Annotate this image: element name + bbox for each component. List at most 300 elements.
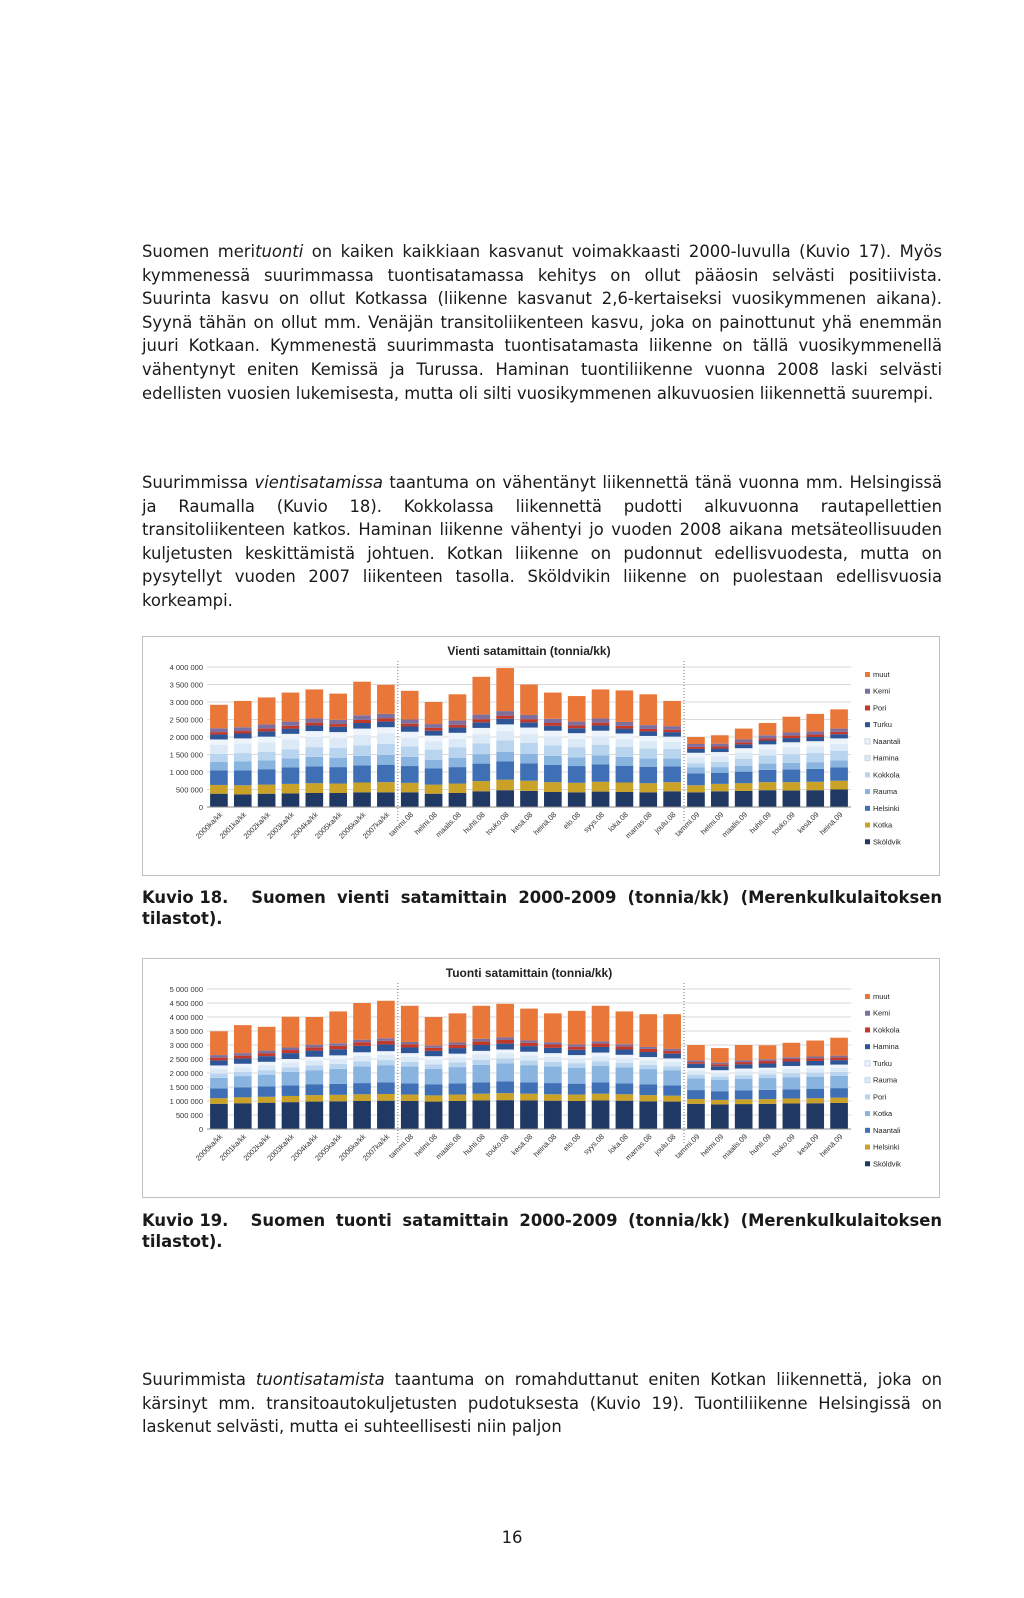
- bar-segment: [258, 1065, 276, 1070]
- bar-segment: [258, 1027, 276, 1051]
- bar-segment: [353, 720, 371, 723]
- bar-segment: [353, 729, 371, 735]
- bar-segment: [329, 738, 347, 748]
- bar-segment: [592, 1083, 610, 1094]
- legend-swatch: [865, 1011, 870, 1016]
- bar-segment: [639, 725, 657, 729]
- figure-18-caption: [142, 887, 942, 929]
- bar-segment: [830, 1098, 848, 1103]
- bar-segment: [401, 1101, 419, 1129]
- bar-segment: [496, 1058, 514, 1063]
- bar-segment: [234, 1087, 252, 1097]
- bar-segment: [592, 1047, 610, 1053]
- bar-segment: [282, 767, 300, 783]
- bar-segment: [616, 1063, 634, 1067]
- bar-segment: [830, 767, 848, 780]
- bar-segment: [306, 1017, 324, 1045]
- bar-segment: [520, 719, 538, 722]
- bar-segment: [568, 1050, 586, 1055]
- legend-label: Naantali: [873, 1125, 901, 1135]
- bar-segment: [806, 753, 824, 762]
- bar-segment: [210, 785, 228, 794]
- bar-segment: [472, 754, 490, 763]
- legend-label: muut: [873, 670, 890, 679]
- bar-segment: [258, 1062, 276, 1066]
- bar-segment: [282, 1017, 300, 1048]
- bar-segment: [282, 793, 300, 807]
- bar-segment: [830, 1068, 848, 1072]
- bar-segment: [568, 1011, 586, 1045]
- bar-segment: [306, 1095, 324, 1101]
- bar-segment: [496, 724, 514, 731]
- bar-segment: [735, 742, 753, 744]
- bar-segment: [258, 1103, 276, 1129]
- bar-segment: [306, 731, 324, 737]
- bar-segment: [783, 736, 801, 738]
- bar-segment: [687, 1090, 705, 1099]
- bar-segment: [806, 1065, 824, 1068]
- bar-segment: [806, 790, 824, 807]
- bar-segment: [306, 747, 324, 757]
- legend-swatch: [865, 806, 870, 811]
- legend-swatch: [865, 1061, 870, 1066]
- bar-segment: [616, 1101, 634, 1129]
- bar-segment: [830, 760, 848, 767]
- bar-segment: [401, 691, 419, 720]
- bar-segment: [234, 738, 252, 743]
- bar-segment: [687, 785, 705, 792]
- bar-segment: [663, 1014, 681, 1049]
- bar-segment: [520, 1041, 538, 1043]
- bar-segment: [472, 764, 490, 782]
- p2-italic-term: vientisatamissa: [254, 473, 383, 492]
- bar-segment: [210, 732, 228, 734]
- bar-segment: [830, 1076, 848, 1088]
- x-tick-label: helmi.08: [412, 810, 440, 837]
- bar-segment: [806, 769, 824, 782]
- bar-segment: [472, 781, 490, 791]
- bar-segment: [592, 755, 610, 764]
- bar-segment: [759, 1090, 777, 1099]
- bar-segment: [496, 1049, 514, 1053]
- bar-segment: [783, 732, 801, 735]
- bar-segment: [425, 702, 443, 724]
- x-tick-label: 2005ka/kk: [313, 810, 344, 841]
- bar-segment: [306, 725, 324, 731]
- bar-segment: [711, 746, 729, 748]
- chart-title: Vienti satamittain (tonnia/kk): [447, 644, 611, 658]
- p1-text-start: Suomen meri: [142, 242, 256, 261]
- export-chart-svg: [143, 637, 939, 875]
- bar-segment: [210, 1074, 228, 1078]
- bar-segment: [783, 763, 801, 770]
- bar-segment: [830, 732, 848, 734]
- bar-segment: [377, 1038, 395, 1041]
- bar-segment: [711, 735, 729, 743]
- bar-segment: [759, 790, 777, 807]
- bar-segment: [639, 1101, 657, 1129]
- bar-segment: [544, 719, 562, 723]
- bar-segment: [353, 1052, 371, 1056]
- x-tick-label: touko.08: [483, 810, 511, 837]
- bar-segment: [735, 1104, 753, 1129]
- bar-segment: [568, 1055, 586, 1058]
- bar-segment: [282, 739, 300, 749]
- bar-segment: [711, 1063, 729, 1065]
- bar-segment: [830, 1088, 848, 1098]
- legend-swatch: [865, 1111, 870, 1116]
- legend-swatch: [865, 672, 870, 677]
- bar-segment: [520, 1009, 538, 1041]
- x-tick-label: 2005ka/kk: [313, 1132, 344, 1163]
- bar-segment: [377, 718, 395, 721]
- bar-segment: [759, 735, 777, 738]
- bar-segment: [783, 1077, 801, 1089]
- bar-segment: [329, 1046, 347, 1049]
- x-tick-label: 2003ka/kk: [265, 810, 296, 841]
- x-tick-label: 2007ka/kk: [360, 1132, 392, 1163]
- bar-segment: [377, 1044, 395, 1051]
- bar-segment: [258, 1051, 276, 1054]
- bar-segment: [282, 758, 300, 767]
- bar-segment: [306, 689, 324, 718]
- bar-segment: [329, 1064, 347, 1069]
- bar-segment: [568, 1084, 586, 1095]
- bar-segment: [210, 770, 228, 785]
- bar-segment: [687, 1062, 705, 1064]
- bar-segment: [663, 782, 681, 791]
- bar-segment: [496, 1053, 514, 1058]
- bar-segment: [258, 724, 276, 728]
- bar-segment: [568, 792, 586, 807]
- bar-segment: [568, 739, 586, 747]
- bar-segment: [616, 783, 634, 792]
- bar-segment: [616, 729, 634, 734]
- bar-segment: [735, 1060, 753, 1062]
- bar-segment: [425, 1064, 443, 1068]
- bar-segment: [568, 766, 586, 783]
- bar-segment: [377, 792, 395, 807]
- bar-segment: [544, 1057, 562, 1062]
- bar-segment: [830, 1065, 848, 1068]
- x-tick-label: syys.08: [581, 810, 606, 835]
- x-tick-label: syys.08: [581, 1132, 606, 1157]
- bar-segment: [520, 715, 538, 719]
- bar-segment: [520, 1046, 538, 1052]
- bar-segment: [306, 1045, 324, 1048]
- bar-segment: [377, 685, 395, 714]
- bar-segment: [282, 729, 300, 734]
- bar-segment: [568, 783, 586, 792]
- bar-segment: [425, 736, 443, 742]
- bar-segment: [425, 785, 443, 794]
- bar-segment: [711, 1073, 729, 1077]
- bar-segment: [377, 1065, 395, 1082]
- bar-segment: [568, 747, 586, 757]
- y-tick-label: 3 000 000: [169, 698, 203, 707]
- figure-19-text: Suomen tuonti satamittain 2000-2009 (tonnia/kk) (Merenkulkulaitoksen tilastot).: [142, 1211, 942, 1251]
- bar-segment: [306, 783, 324, 793]
- bar-segment: [258, 794, 276, 807]
- y-tick-label: 5 000 000: [169, 985, 203, 994]
- bar-segment: [663, 742, 681, 749]
- legend-swatch: [865, 1145, 870, 1150]
- bar-segment: [687, 763, 705, 767]
- bar-segment: [687, 1078, 705, 1090]
- bar-segment: [639, 783, 657, 792]
- bar-segment: [735, 739, 753, 742]
- bar-segment: [496, 716, 514, 719]
- x-tick-label: kesä.08: [509, 810, 535, 835]
- bar-segment: [377, 744, 395, 755]
- bar-segment: [282, 726, 300, 729]
- bar-segment: [639, 1095, 657, 1101]
- bar-segment: [377, 727, 395, 733]
- bar-segment: [353, 1046, 371, 1052]
- x-tick-label: 2000ka/kk: [193, 1132, 225, 1163]
- bar-segment: [663, 1058, 681, 1061]
- x-tick-label: 2004ka/kk: [289, 1132, 320, 1163]
- bar-segment: [425, 760, 443, 769]
- bar-segment: [592, 1044, 610, 1047]
- bar-segment: [449, 721, 467, 725]
- legend-swatch: [865, 689, 870, 694]
- bar-segment: [759, 1078, 777, 1090]
- bar-segment: [735, 748, 753, 753]
- bar-segment: [544, 756, 562, 765]
- bar-segment: [306, 1060, 324, 1065]
- bar-segment: [425, 1084, 443, 1095]
- bar-segment: [806, 782, 824, 790]
- bar-segment: [711, 1064, 729, 1066]
- bar-segment: [639, 1047, 657, 1049]
- x-tick-label: huhti.08: [461, 810, 487, 836]
- p2-text-start: Suurimmissa: [142, 473, 255, 492]
- bar-segment: [353, 1042, 371, 1046]
- bar-segment: [783, 742, 801, 747]
- bar-segment: [520, 1060, 538, 1065]
- x-tick-label: maalis.08: [433, 1132, 463, 1162]
- bar-segment: [568, 1047, 586, 1050]
- bar-segment: [282, 1072, 300, 1085]
- paragraph-import: [142, 240, 942, 405]
- bar-segment: [496, 762, 514, 780]
- bar-segment: [401, 757, 419, 766]
- bar-segment: [544, 792, 562, 807]
- bar-segment: [472, 677, 490, 715]
- bar-segment: [711, 784, 729, 791]
- bar-segment: [806, 1089, 824, 1099]
- bar-segment: [568, 728, 586, 733]
- bar-segment: [353, 1101, 371, 1129]
- bar-segment: [544, 1101, 562, 1129]
- bar-segment: [663, 1054, 681, 1059]
- legend-label: Sköldvik: [873, 837, 901, 847]
- bar-segment: [806, 737, 824, 741]
- bar-segment: [711, 1104, 729, 1129]
- bar-segment: [783, 770, 801, 783]
- bar-segment: [592, 1061, 610, 1066]
- bar-segment: [735, 1071, 753, 1075]
- bar-segment: [544, 726, 562, 731]
- bar-segment: [592, 725, 610, 730]
- legend-label: Rauma: [873, 1075, 898, 1085]
- bar-segment: [377, 765, 395, 783]
- bar-segment: [663, 1062, 681, 1066]
- bar-segment: [401, 1067, 419, 1084]
- bar-segment: [282, 693, 300, 722]
- bar-segment: [329, 727, 347, 732]
- bar-segment: [639, 1057, 657, 1060]
- bar-segment: [806, 731, 824, 734]
- legend-swatch: [865, 839, 870, 844]
- bar-segment: [234, 794, 252, 807]
- bar-segment: [329, 767, 347, 783]
- bar-segment: [496, 790, 514, 807]
- bar-segment: [783, 1059, 801, 1062]
- bar-segment: [544, 782, 562, 792]
- bar-segment: [616, 1083, 634, 1094]
- bar-segment: [401, 720, 419, 724]
- bar-segment: [806, 1103, 824, 1129]
- bar-segment: [401, 724, 419, 727]
- bar-segment: [616, 690, 634, 722]
- bar-segment: [306, 793, 324, 807]
- bar-segment: [306, 723, 324, 726]
- bar-segment: [210, 1058, 228, 1061]
- y-tick-label: 4 000 000: [169, 663, 203, 672]
- bar-segment: [234, 1072, 252, 1076]
- bar-segment: [329, 1069, 347, 1084]
- bar-segment: [401, 1044, 419, 1047]
- x-tick-label: 2006ka/kk: [336, 1132, 368, 1163]
- bar-segment: [783, 1098, 801, 1103]
- bar-segment: [425, 724, 443, 728]
- bar-segment: [830, 751, 848, 760]
- bar-segment: [639, 736, 657, 741]
- y-tick-label: 2 000 000: [169, 733, 203, 742]
- legend-label: Kemi: [873, 1008, 891, 1018]
- bar-segment: [234, 1103, 252, 1129]
- bar-segment: [759, 1070, 777, 1074]
- bar-segment: [639, 1049, 657, 1052]
- bar-segment: [329, 1101, 347, 1129]
- x-tick-label: joulu.08: [652, 810, 678, 835]
- bar-segment: [687, 1104, 705, 1129]
- legend-swatch: [865, 994, 870, 999]
- bar-segment: [711, 752, 729, 756]
- bar-segment: [663, 1102, 681, 1129]
- legend-label: Hamina: [873, 1042, 899, 1052]
- bar-segment: [353, 756, 371, 765]
- bar-segment: [472, 1039, 490, 1042]
- bar-segment: [210, 1060, 228, 1065]
- bar-segment: [496, 1037, 514, 1040]
- bar-segment: [282, 1059, 300, 1063]
- y-tick-label: 4 500 000: [169, 999, 203, 1008]
- bar-segment: [639, 792, 657, 807]
- bar-segment: [449, 1062, 467, 1067]
- bar-segment: [401, 1042, 419, 1044]
- bar-segment: [830, 1060, 848, 1064]
- bar-segment: [401, 1095, 419, 1101]
- bar-segment: [306, 1084, 324, 1095]
- bar-segment: [377, 1051, 395, 1055]
- x-tick-label: kesä.09: [795, 810, 821, 835]
- bar-segment: [544, 737, 562, 746]
- bar-segment: [616, 734, 634, 740]
- bar-segment: [759, 749, 777, 755]
- bar-segment: [711, 756, 729, 762]
- bar-segment: [449, 1045, 467, 1048]
- legend-swatch: [865, 705, 870, 710]
- bar-segment: [568, 733, 586, 739]
- bar-segment: [616, 1046, 634, 1049]
- x-tick-label: loka.08: [606, 810, 630, 834]
- bar-segment: [639, 1069, 657, 1084]
- bar-segment: [616, 1094, 634, 1100]
- bar-segment: [329, 732, 347, 738]
- bar-segment: [806, 746, 824, 753]
- bar-segment: [639, 729, 657, 731]
- bar-segment: [520, 685, 538, 715]
- bar-segment: [663, 730, 681, 732]
- bar-segment: [616, 1049, 634, 1054]
- bar-segment: [759, 756, 777, 764]
- bar-segment: [449, 1057, 467, 1062]
- bar-segment: [425, 750, 443, 760]
- x-tick-label: 2007ka/kk: [360, 810, 392, 841]
- bar-segment: [544, 1048, 562, 1053]
- bar-segment: [210, 1055, 228, 1058]
- x-tick-label: loka.08: [606, 1132, 630, 1156]
- bar-segment: [544, 1083, 562, 1094]
- bar-segment: [258, 729, 276, 732]
- bar-segment: [425, 741, 443, 749]
- bar-segment: [663, 791, 681, 807]
- bar-segment: [258, 760, 276, 769]
- bar-segment: [830, 1056, 848, 1058]
- bar-segment: [329, 793, 347, 807]
- bar-segment: [520, 1052, 538, 1056]
- bar-segment: [806, 1098, 824, 1103]
- bar-segment: [472, 1006, 490, 1039]
- bar-segment: [377, 755, 395, 765]
- bar-segment: [735, 1045, 753, 1060]
- bar-segment: [329, 1084, 347, 1095]
- figure-19-label: Kuvio 19.: [142, 1211, 229, 1230]
- bar-segment: [234, 727, 252, 731]
- bar-segment: [592, 731, 610, 737]
- bar-segment: [472, 1055, 490, 1060]
- bar-segment: [258, 1086, 276, 1096]
- bar-segment: [830, 734, 848, 738]
- x-tick-label: 2002ka/kk: [241, 810, 273, 841]
- bar-segment: [806, 1069, 824, 1073]
- bar-segment: [210, 728, 228, 732]
- figure-18-text: Suomen vienti satamittain 2000-2009 (tonnia/kk) (Merenkulkulaitoksen tilastot).: [142, 888, 942, 928]
- bar-segment: [806, 1056, 824, 1058]
- x-tick-label: kesä.08: [509, 1132, 535, 1157]
- bar-segment: [806, 1058, 824, 1061]
- bar-segment: [687, 773, 705, 785]
- bar-segment: [234, 770, 252, 785]
- legend-swatch: [865, 1128, 870, 1133]
- legend-label: Helsinki: [873, 1142, 900, 1152]
- bar-segment: [496, 752, 514, 762]
- bar-segment: [687, 753, 705, 758]
- bar-segment: [783, 717, 801, 733]
